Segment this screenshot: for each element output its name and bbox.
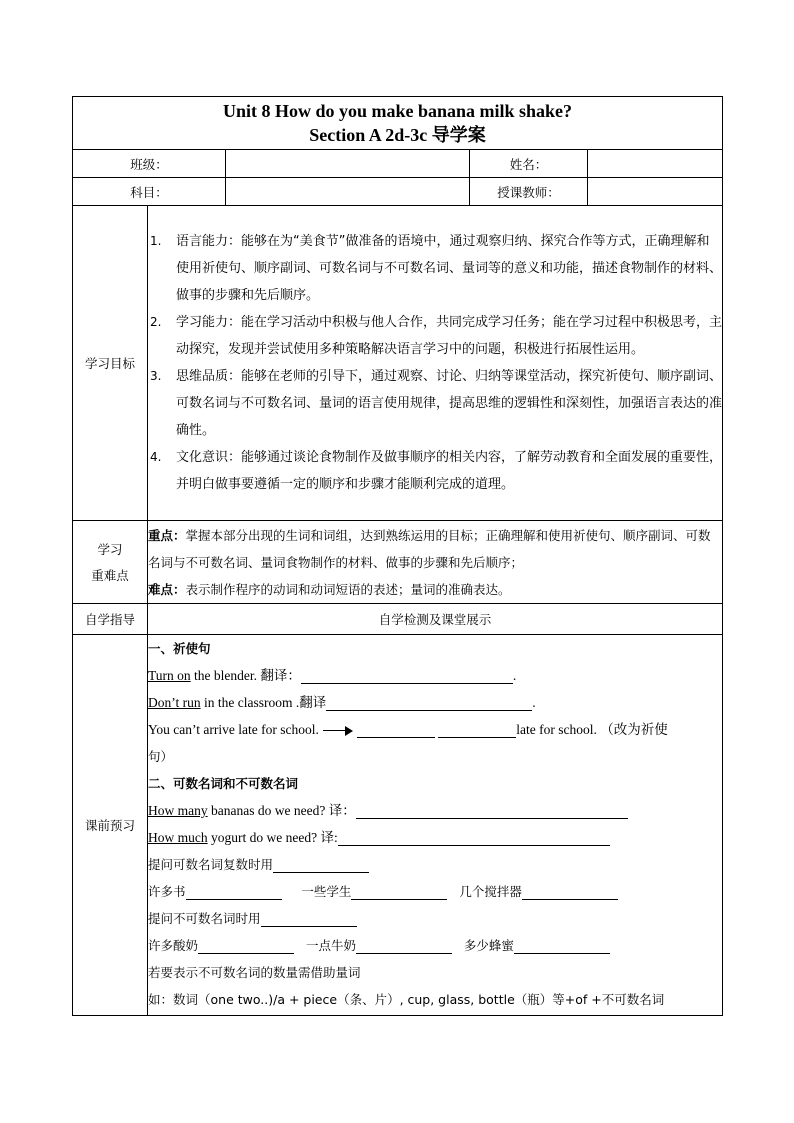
exercise-text: 多少蜂蜜: [463, 938, 514, 953]
exercise-text: 提问可数名词复数时用: [148, 857, 274, 872]
class-field[interactable]: [226, 150, 470, 178]
goal-number: 4.: [150, 450, 162, 464]
subject-field[interactable]: [226, 178, 470, 206]
keypoints-label-line2: 重难点: [91, 568, 129, 583]
arrow-right-icon: [323, 726, 353, 736]
worksheet-table: [72, 96, 723, 1016]
teacher-field[interactable]: [588, 178, 723, 206]
exercise-text: 许多酸奶: [148, 938, 199, 953]
exercise-line-5: [148, 824, 722, 851]
underlined-phrase: Don’t run: [148, 695, 201, 710]
answer-blank[interactable]: [356, 937, 452, 954]
exercise-text: 提问不可数名词时用: [148, 911, 261, 926]
exercise-text: bananas do we need? 译：: [207, 803, 356, 818]
exercise-line-8: [148, 905, 722, 932]
goal-number: 3.: [150, 369, 162, 383]
answer-blank[interactable]: [351, 883, 447, 900]
answer-blank[interactable]: [326, 694, 532, 711]
name-label: 姓名：: [470, 150, 588, 178]
exercise-line-4: [148, 797, 722, 824]
exercise-text: 许多书: [148, 884, 186, 899]
keypoints-label: [73, 521, 148, 604]
difficulty-text: 表示制作程序的动词和动词短语的表述；量词的准确表达。: [185, 581, 511, 597]
exercise-text: late for school.: [516, 722, 601, 737]
preview-label: 课前预习: [73, 635, 148, 1016]
goal-item: [148, 363, 722, 444]
keypoints-content: [148, 521, 723, 604]
answer-blank[interactable]: [514, 937, 610, 954]
teacher-label: 授课教师：: [470, 178, 588, 206]
exercise-line-3: [148, 716, 722, 743]
exercise-line-9: [148, 932, 722, 959]
answer-blank[interactable]: [438, 721, 516, 738]
answer-blank[interactable]: [186, 883, 282, 900]
worksheet: [72, 96, 722, 1016]
goals-label: 学习目标: [73, 206, 148, 521]
goal-text: 文化意识：能够通过谈论食物制作及做事顺序的相关内容，了解劳动教育和全面发展的重要性，并明白做事要遵循一定的顺序和步骤才能顺利完成的道理。: [176, 450, 723, 492]
section1-title: 一、祈使句: [148, 641, 211, 656]
goal-item: [148, 228, 722, 309]
key-text: 掌握本部分出现的生词和词组，达到熟练运用的目标；正确理解和使用祈使句、顺序副词、可数名词与不可数名词、量词食物制作的材料、做事的步骤和先后顺序；: [148, 527, 711, 570]
difficulty-label: 难点：: [148, 581, 186, 597]
answer-blank[interactable]: [261, 910, 357, 927]
answer-blank[interactable]: [338, 829, 610, 846]
goal-number: 2.: [150, 315, 162, 329]
exercise-line-7: [148, 878, 722, 905]
goal-text: 语言能力：能够在为“美食节”做准备的语境中，通过观察归纳、探究合作等方式，正确理解和使用祈使句、顺序副词、可数名词与不可数名词、量词等的意义和功能，描述食物制作的材料、做事的步骤和先后顺序。: [176, 234, 723, 303]
exercise-line-1: Turn on the blender. 翻译： .: [148, 668, 517, 683]
goal-item: [148, 309, 722, 363]
answer-blank[interactable]: [273, 856, 369, 873]
key-label: 重点：: [148, 527, 186, 543]
answer-blank[interactable]: [301, 667, 513, 684]
class-label: 班级：: [73, 150, 226, 178]
underlined-phrase: Turn on: [148, 668, 191, 683]
answer-blank[interactable]: [522, 883, 618, 900]
name-field[interactable]: [588, 150, 723, 178]
exercise-text: You can’t arrive late for school.: [148, 722, 319, 737]
title-cell: [73, 97, 723, 150]
answer-blank[interactable]: [198, 937, 294, 954]
goal-text: 学习能力：能在学习活动中积极与他人合作，共同完成学习任务；能在学习过程中积极思考，主动探究，发现并尝试使用多种策略解决语言学习中的问题，积极进行拓展性运用。: [176, 315, 723, 357]
guide-label: 自学指导: [73, 604, 148, 635]
exercise-line-10: 若要表示不可数名词的数量需借助量词: [148, 965, 361, 980]
page-title: Unit 8 How do you make banana milk shake?: [222, 101, 573, 121]
answer-blank[interactable]: [356, 802, 628, 819]
goal-text: 思维品质：能够在老师的引导下，通过观察、讨论、归纳等课堂活动，探究祈使句、顺序副词、可数名词与不可数名词、量词的语言使用规律，提高思维的逻辑性和深刻性，加强语言表达的准确性。: [176, 369, 723, 438]
goal-number: 1.: [150, 234, 162, 248]
exercise-text: in the classroom .翻译: [200, 695, 327, 710]
underlined-phrase: How many: [148, 803, 208, 818]
exercise-text: 一些学生: [301, 884, 352, 899]
goal-item: [148, 444, 722, 498]
preview-content: [148, 635, 723, 1016]
exercise-line-6: [148, 851, 722, 878]
exercise-text: 一点牛奶: [305, 938, 356, 953]
keypoints-label-line1: 学习: [97, 542, 123, 557]
underlined-phrase: How much: [148, 830, 208, 845]
answer-blank[interactable]: [357, 721, 435, 738]
exercise-line-2: Don’t run in the classroom .翻译 .: [148, 695, 536, 710]
exercise-text: yogurt do we need? 译:: [207, 830, 338, 845]
exercise-text: the blender. 翻译：: [190, 668, 301, 683]
exercise-note-cont: 句）: [148, 749, 174, 764]
exercise-line-11: 如：数词（one two..)/a + piece（条、片）, cup, glass, bottle（瓶）等+of +不可数名词: [148, 992, 665, 1007]
goals-list: [148, 206, 723, 521]
subject-label: 科目：: [73, 178, 226, 206]
section2-title: 二、可数名词和不可数名词: [148, 776, 299, 791]
guide-heading: 自学检测及课堂展示: [148, 604, 723, 635]
page-subtitle: Section A 2d-3c 导学案: [309, 125, 486, 145]
exercise-note: （改为祈使: [600, 722, 668, 737]
exercise-text: 几个搅拌器: [459, 884, 522, 899]
